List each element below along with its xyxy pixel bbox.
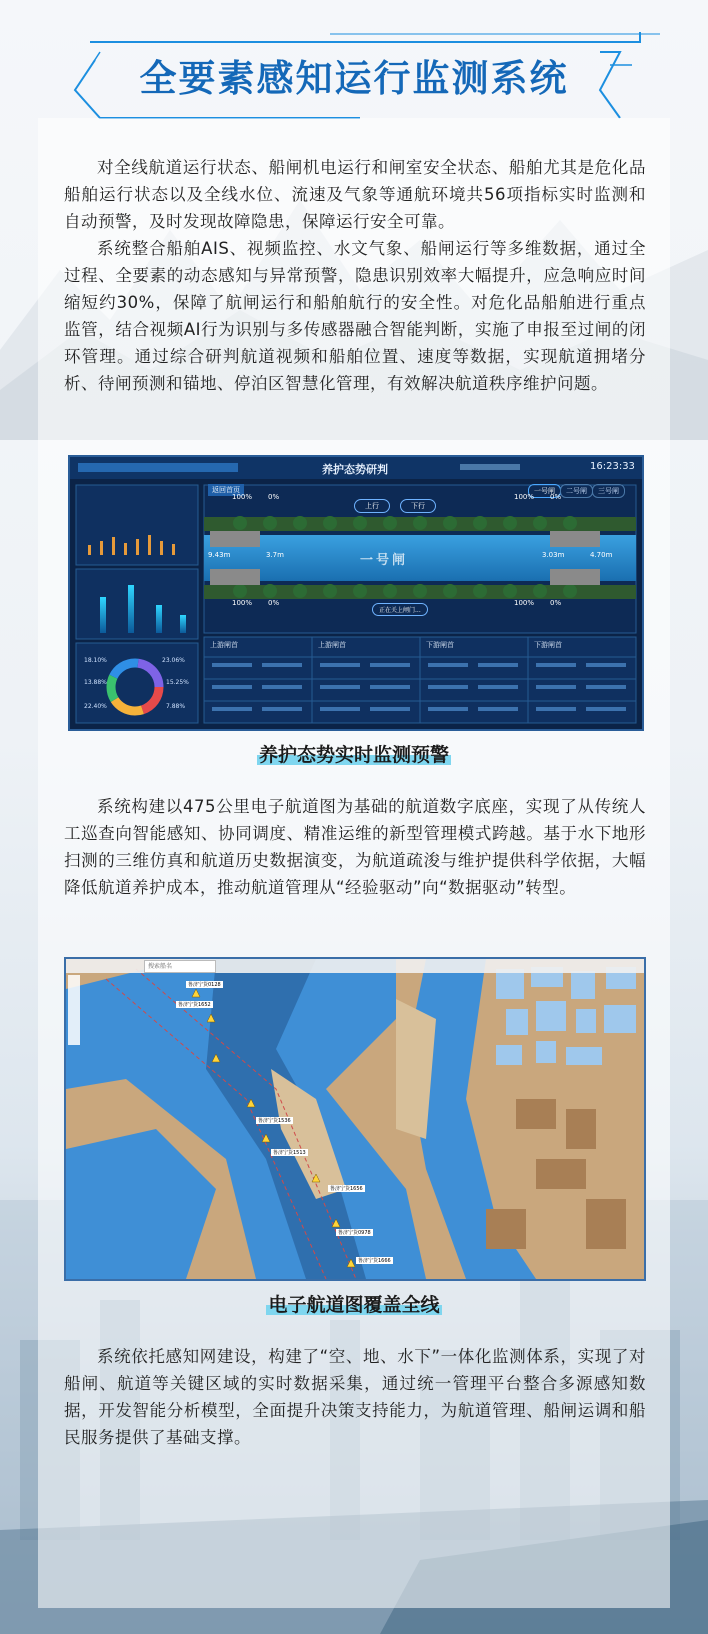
- gauge-6: 0%: [268, 599, 280, 607]
- gauge-3: 100%: [514, 493, 535, 501]
- panel-upstream-2: 上游闸首: [318, 641, 346, 649]
- paragraph-3: 系统构建以475公里电子航道图为基础的航道数字底座，实现了从传统人工巡查向智能感知、协同调度、精准运维的新型管理模式跨越。基于水下地形扫测的三维仿真和航道历史数据演变，为航道疏浚与维护提供科学依据，大幅降低航道养护成本，推动航道管理从“经验驱动”向“数据驱动”转型。: [64, 797, 646, 897]
- pie-label: 7.88%: [166, 703, 186, 710]
- back-button[interactable]: 返回首页: [208, 484, 244, 496]
- pie-label: 22.40%: [84, 703, 107, 710]
- ship-label[interactable]: 鲁济宁货0128: [188, 982, 221, 988]
- gauge-8: 0%: [550, 599, 562, 607]
- tab-lock-2[interactable]: 二号闸: [560, 484, 593, 498]
- paragraph-1: 对全线航道运行状态、船闸机电运行和闸室安全状态、船舶尤其是危化品船舶运行状态以及全线水位、流速及气象等通航环境共56项指标实时监测和自动预警，及时发现故障隐患，保障运行安全可靠。: [64, 158, 646, 231]
- ship-label[interactable]: 鲁济宁货1666: [358, 1258, 391, 1264]
- gauge-2: 0%: [268, 493, 280, 501]
- status-up-badge: 上行: [354, 499, 390, 513]
- tab-lock-1[interactable]: 一号闸: [528, 484, 561, 498]
- gate-closing-button[interactable]: 正在关上闸门...: [372, 603, 428, 616]
- dashboard-screenshot: [68, 455, 644, 731]
- dashboard-title: 养护态势研判: [322, 463, 388, 476]
- status-down-badge: 下行: [400, 499, 436, 513]
- panel-downstream-2: 下游闸首: [534, 641, 562, 649]
- reading-right-2: 4.70m: [590, 551, 613, 559]
- lock-name-label: 一号闸: [360, 553, 409, 568]
- map-caption-text: 电子航道图覆盖全线: [266, 1290, 441, 1317]
- ship-search-input-text: 搜索船名: [148, 963, 173, 970]
- ship-label[interactable]: 鲁济宁货0978: [338, 1230, 371, 1236]
- map-caption: [0, 1290, 708, 1317]
- ship-label[interactable]: 鲁济宁货1656: [330, 1186, 363, 1192]
- tab-lock-3[interactable]: 三号闸: [592, 484, 625, 498]
- paragraph-2: 系统整合船舶AIS、视频监控、水文气象、船闸运行等多维数据，通过全过程、全要素的动态感知与异常预警，隐患识别效率大幅提升，应急响应时间缩短约30%，保障了航闸运行和船舶航行的安全性。对危化品船舶进行重点监管，结合视频AI行为识别与多传感器融合智能判断，实施了申报至过闸的闭环管理。通过综合研判航道视频和船舶位置、速度等数据，实现航道拥堵分析、待闸预测和锚地、停泊区智慧化管理，有效解决航道秩序维护问题。: [64, 239, 646, 393]
- gauge-7: 100%: [514, 599, 535, 607]
- gauge-5: 100%: [232, 599, 253, 607]
- ship-label[interactable]: 鲁济宁货1652: [178, 1002, 211, 1008]
- pie-label: 18.10%: [84, 657, 107, 664]
- pie-label: 13.88%: [84, 679, 107, 686]
- reading-mid: 3.7m: [266, 551, 284, 559]
- pie-label: 23.06%: [162, 657, 185, 664]
- ship-label[interactable]: 鲁济宁货1513: [273, 1150, 306, 1156]
- ship-label[interactable]: 鲁济宁货1536: [258, 1118, 291, 1124]
- dashboard-caption: [0, 740, 708, 767]
- page-title: 全要素感知运行监测系统: [139, 57, 569, 100]
- dashboard-clock: 16:23:33: [590, 461, 635, 472]
- panel-downstream-1: 下游闸首: [426, 641, 454, 649]
- gauge-4: 0%: [550, 493, 562, 501]
- panel-upstream-1: 上游闸首: [210, 641, 238, 649]
- dashboard-caption-text: 养护态势实时监测预警: [257, 740, 451, 767]
- paragraph-4: 系统依托感知网建设，构建了“空、地、水下”一体化监测体系，实现了对船闸、航道等关键区域的实时数据采集，通过统一管理平台整合多源感知数据，开发智能分析模型，全面提升决策支持能力，为航道管理、船闸运调和船民服务提供了基础支撑。: [64, 1347, 646, 1447]
- reading-left: 9.43m: [208, 551, 231, 559]
- pie-label: 15.25%: [166, 679, 189, 686]
- reading-right-1: 3.03m: [542, 551, 565, 559]
- channel-map-screenshot: [64, 957, 646, 1281]
- gauge-1: 100%: [232, 493, 253, 501]
